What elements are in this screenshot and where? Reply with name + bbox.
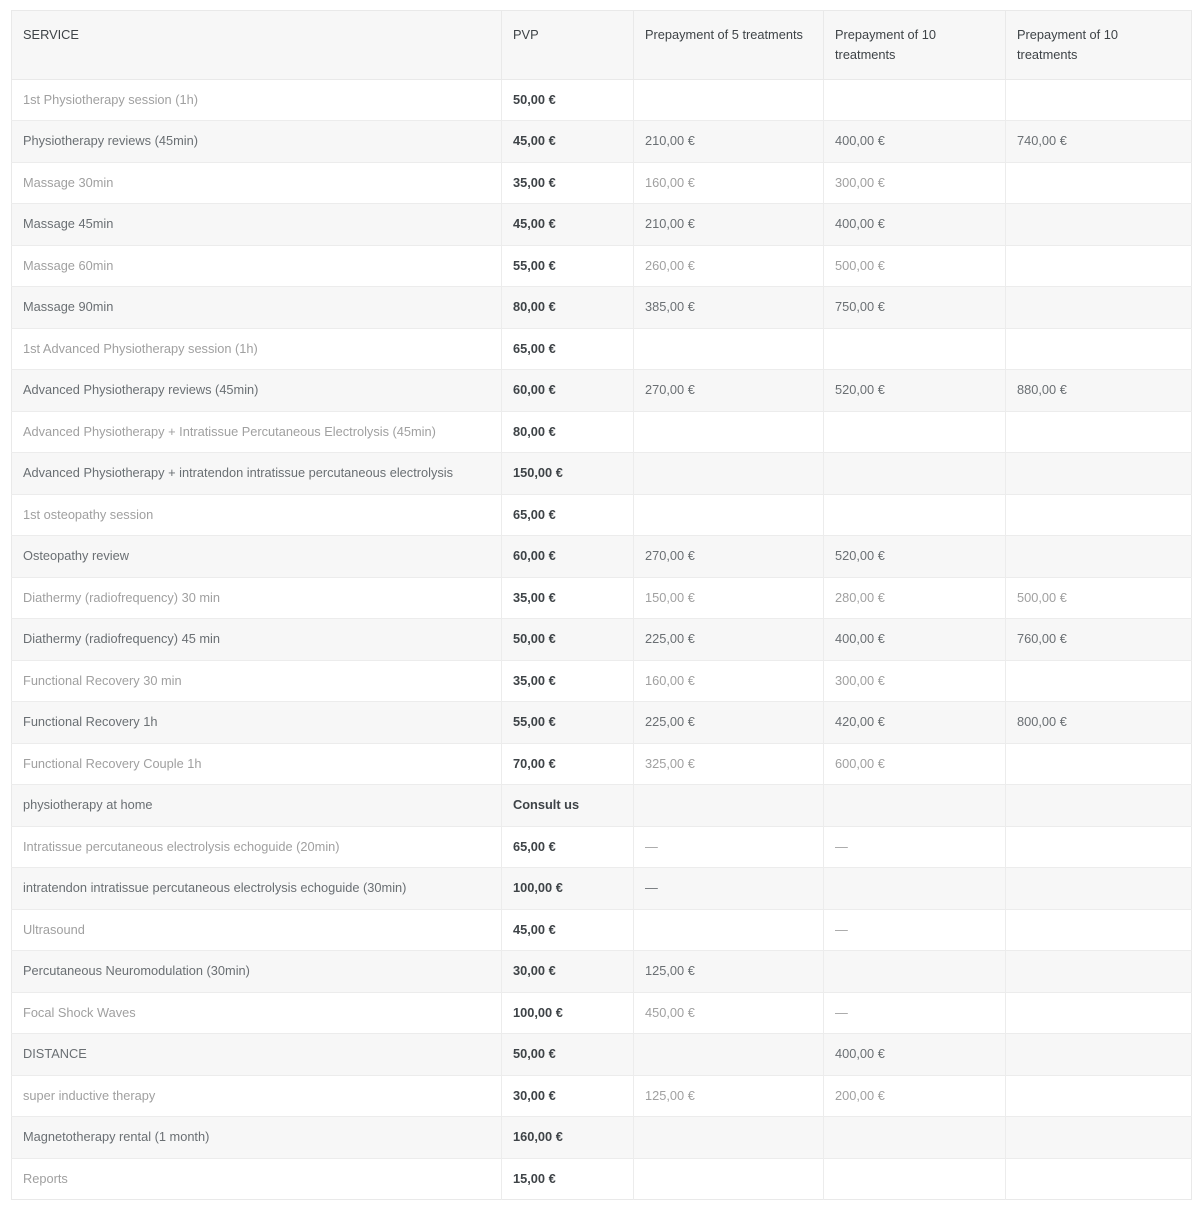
cell-prepayment-10-a: 300,00 € — [824, 660, 1006, 702]
cell-service: intratendon intratissue percutaneous electrolysis echoguide (30min) — [12, 868, 502, 910]
cell-prepayment-5 — [634, 785, 824, 827]
table-row — [12, 951, 1192, 993]
table-row — [12, 743, 1192, 785]
cell-service: Magnetotherapy rental (1 month) — [12, 1117, 502, 1159]
cell-prepayment-10-a: 520,00 € — [824, 536, 1006, 578]
table-row — [12, 287, 1192, 329]
column-header-prepayment-10-b: Prepayment of 10 treatments — [1006, 11, 1192, 80]
cell-prepayment-10-b — [1006, 660, 1192, 702]
cell-pvp: 100,00 € — [502, 992, 634, 1034]
table-row — [12, 536, 1192, 578]
cell-pvp: 35,00 € — [502, 162, 634, 204]
cell-pvp: 50,00 € — [502, 79, 634, 121]
cell-prepayment-5: 270,00 € — [634, 536, 824, 578]
table-row — [12, 660, 1192, 702]
cell-prepayment-10-a: 400,00 € — [824, 619, 1006, 661]
cell-prepayment-10-a — [824, 328, 1006, 370]
table-body — [12, 79, 1192, 1200]
table-row — [12, 370, 1192, 412]
cell-prepayment-10-b — [1006, 1075, 1192, 1117]
cell-prepayment-5: 150,00 € — [634, 577, 824, 619]
cell-pvp: 45,00 € — [502, 909, 634, 951]
cell-prepayment-10-a: 400,00 € — [824, 121, 1006, 163]
table-row — [12, 411, 1192, 453]
cell-pvp: 30,00 € — [502, 951, 634, 993]
cell-service: 1st osteopathy session — [12, 494, 502, 536]
cell-prepayment-10-b — [1006, 453, 1192, 495]
table-row — [12, 79, 1192, 121]
cell-service: Diathermy (radiofrequency) 30 min — [12, 577, 502, 619]
column-header-prepayment-5: Prepayment of 5 treatments — [634, 11, 824, 80]
cell-prepayment-10-b: 740,00 € — [1006, 121, 1192, 163]
cell-pvp: 80,00 € — [502, 287, 634, 329]
cell-prepayment-5 — [634, 909, 824, 951]
table-row — [12, 204, 1192, 246]
cell-prepayment-5 — [634, 328, 824, 370]
cell-prepayment-5 — [634, 1034, 824, 1076]
table-row — [12, 121, 1192, 163]
table-row — [12, 1117, 1192, 1159]
cell-prepayment-5: 125,00 € — [634, 1075, 824, 1117]
cell-prepayment-5 — [634, 494, 824, 536]
cell-prepayment-5: 210,00 € — [634, 204, 824, 246]
cell-pvp: 150,00 € — [502, 453, 634, 495]
cell-service: Functional Recovery 1h — [12, 702, 502, 744]
cell-prepayment-5: 160,00 € — [634, 660, 824, 702]
cell-service: Percutaneous Neuromodulation (30min) — [12, 951, 502, 993]
cell-prepayment-5: 210,00 € — [634, 121, 824, 163]
cell-service: Massage 60min — [12, 245, 502, 287]
cell-prepayment-10-a — [824, 868, 1006, 910]
cell-service: 1st Advanced Physiotherapy session (1h) — [12, 328, 502, 370]
cell-service: 1st Physiotherapy session (1h) — [12, 79, 502, 121]
column-header-pvp: PVP — [502, 11, 634, 80]
cell-prepayment-10-b: 880,00 € — [1006, 370, 1192, 412]
table-header — [12, 11, 1192, 80]
cell-service: Advanced Physiotherapy reviews (45min) — [12, 370, 502, 412]
table-row — [12, 328, 1192, 370]
cell-prepayment-10-a: 520,00 € — [824, 370, 1006, 412]
cell-prepayment-5 — [634, 1158, 824, 1200]
cell-prepayment-10-a: 500,00 € — [824, 245, 1006, 287]
cell-prepayment-5: 270,00 € — [634, 370, 824, 412]
cell-prepayment-10-a: 280,00 € — [824, 577, 1006, 619]
cell-pvp: 55,00 € — [502, 702, 634, 744]
cell-prepayment-5: 225,00 € — [634, 702, 824, 744]
cell-service: DISTANCE — [12, 1034, 502, 1076]
cell-prepayment-10-b — [1006, 1158, 1192, 1200]
cell-prepayment-5 — [634, 411, 824, 453]
table-row — [12, 868, 1192, 910]
cell-prepayment-5: 385,00 € — [634, 287, 824, 329]
cell-prepayment-10-b — [1006, 743, 1192, 785]
cell-prepayment-10-b — [1006, 79, 1192, 121]
cell-prepayment-10-b — [1006, 536, 1192, 578]
cell-prepayment-10-a: 300,00 € — [824, 162, 1006, 204]
cell-prepayment-10-a — [824, 411, 1006, 453]
cell-prepayment-10-b — [1006, 245, 1192, 287]
cell-prepayment-10-b — [1006, 1034, 1192, 1076]
cell-prepayment-10-a: 420,00 € — [824, 702, 1006, 744]
table-row — [12, 1034, 1192, 1076]
cell-prepayment-5: 225,00 € — [634, 619, 824, 661]
table-row — [12, 702, 1192, 744]
cell-service: Massage 30min — [12, 162, 502, 204]
cell-prepayment-10-b — [1006, 1117, 1192, 1159]
cell-prepayment-5: — — [634, 826, 824, 868]
table-row — [12, 577, 1192, 619]
cell-pvp: 45,00 € — [502, 204, 634, 246]
cell-service: Osteopathy review — [12, 536, 502, 578]
cell-service: Intratissue percutaneous electrolysis echoguide (20min) — [12, 826, 502, 868]
table-row — [12, 453, 1192, 495]
cell-prepayment-10-b — [1006, 287, 1192, 329]
cell-service: Physiotherapy reviews (45min) — [12, 121, 502, 163]
cell-prepayment-10-a — [824, 785, 1006, 827]
cell-service: Advanced Physiotherapy + Intratissue Percutaneous Electrolysis (45min) — [12, 411, 502, 453]
cell-pvp: 160,00 € — [502, 1117, 634, 1159]
cell-service: Functional Recovery 30 min — [12, 660, 502, 702]
cell-prepayment-10-b — [1006, 992, 1192, 1034]
table-row — [12, 245, 1192, 287]
cell-prepayment-10-b: 800,00 € — [1006, 702, 1192, 744]
table-row — [12, 619, 1192, 661]
cell-prepayment-5 — [634, 79, 824, 121]
cell-service: Advanced Physiotherapy + intratendon intratissue percutaneous electrolysis — [12, 453, 502, 495]
cell-prepayment-10-b — [1006, 162, 1192, 204]
cell-prepayment-10-b — [1006, 909, 1192, 951]
cell-prepayment-10-a: 200,00 € — [824, 1075, 1006, 1117]
cell-prepayment-10-b — [1006, 951, 1192, 993]
cell-prepayment-10-b — [1006, 328, 1192, 370]
table-row — [12, 992, 1192, 1034]
cell-prepayment-5: — — [634, 868, 824, 910]
cell-prepayment-10-a — [824, 79, 1006, 121]
cell-service: Massage 90min — [12, 287, 502, 329]
cell-prepayment-5: 260,00 € — [634, 245, 824, 287]
cell-prepayment-10-a — [824, 1117, 1006, 1159]
cell-pvp: 100,00 € — [502, 868, 634, 910]
cell-prepayment-10-b — [1006, 411, 1192, 453]
cell-prepayment-5: 125,00 € — [634, 951, 824, 993]
services-pricing-table — [11, 10, 1192, 1200]
table-row — [12, 162, 1192, 204]
cell-prepayment-10-a — [824, 1158, 1006, 1200]
cell-prepayment-10-b — [1006, 868, 1192, 910]
cell-prepayment-10-a: — — [824, 909, 1006, 951]
cell-prepayment-10-a: 400,00 € — [824, 204, 1006, 246]
cell-prepayment-10-a: 400,00 € — [824, 1034, 1006, 1076]
cell-service: Focal Shock Waves — [12, 992, 502, 1034]
cell-pvp: 50,00 € — [502, 1034, 634, 1076]
table-row — [12, 785, 1192, 827]
cell-prepayment-10-a: 600,00 € — [824, 743, 1006, 785]
table-row — [12, 909, 1192, 951]
table-row — [12, 826, 1192, 868]
cell-pvp: 50,00 € — [502, 619, 634, 661]
cell-service: super inductive therapy — [12, 1075, 502, 1117]
table-header-row — [12, 11, 1192, 80]
cell-service: physiotherapy at home — [12, 785, 502, 827]
cell-prepayment-10-a — [824, 951, 1006, 993]
cell-service: Diathermy (radiofrequency) 45 min — [12, 619, 502, 661]
cell-service: Massage 45min — [12, 204, 502, 246]
cell-prepayment-10-a: — — [824, 826, 1006, 868]
cell-pvp: Consult us — [502, 785, 634, 827]
table-row — [12, 1158, 1192, 1200]
cell-pvp: 30,00 € — [502, 1075, 634, 1117]
cell-prepayment-5: 160,00 € — [634, 162, 824, 204]
cell-prepayment-10-b — [1006, 204, 1192, 246]
cell-service: Reports — [12, 1158, 502, 1200]
table-row — [12, 1075, 1192, 1117]
cell-prepayment-10-a: 750,00 € — [824, 287, 1006, 329]
cell-prepayment-5: 450,00 € — [634, 992, 824, 1034]
table-row — [12, 494, 1192, 536]
cell-pvp: 45,00 € — [502, 121, 634, 163]
cell-prepayment-10-a — [824, 453, 1006, 495]
cell-prepayment-5: 325,00 € — [634, 743, 824, 785]
cell-pvp: 35,00 € — [502, 660, 634, 702]
cell-pvp: 35,00 € — [502, 577, 634, 619]
cell-prepayment-10-b — [1006, 785, 1192, 827]
cell-pvp: 60,00 € — [502, 536, 634, 578]
cell-prepayment-10-b — [1006, 826, 1192, 868]
cell-pvp: 65,00 € — [502, 826, 634, 868]
cell-prepayment-10-b — [1006, 494, 1192, 536]
cell-service: Functional Recovery Couple 1h — [12, 743, 502, 785]
cell-service: Ultrasound — [12, 909, 502, 951]
cell-prepayment-10-b: 760,00 € — [1006, 619, 1192, 661]
cell-pvp: 65,00 € — [502, 494, 634, 536]
cell-prepayment-10-a — [824, 494, 1006, 536]
column-header-service: SERVICE — [12, 11, 502, 80]
cell-pvp: 15,00 € — [502, 1158, 634, 1200]
cell-pvp: 55,00 € — [502, 245, 634, 287]
cell-pvp: 65,00 € — [502, 328, 634, 370]
cell-prepayment-5 — [634, 1117, 824, 1159]
cell-pvp: 80,00 € — [502, 411, 634, 453]
cell-prepayment-10-b: 500,00 € — [1006, 577, 1192, 619]
column-header-prepayment-10-a: Prepayment of 10 treatments — [824, 11, 1006, 80]
cell-pvp: 70,00 € — [502, 743, 634, 785]
cell-prepayment-5 — [634, 453, 824, 495]
cell-prepayment-10-a: — — [824, 992, 1006, 1034]
cell-pvp: 60,00 € — [502, 370, 634, 412]
